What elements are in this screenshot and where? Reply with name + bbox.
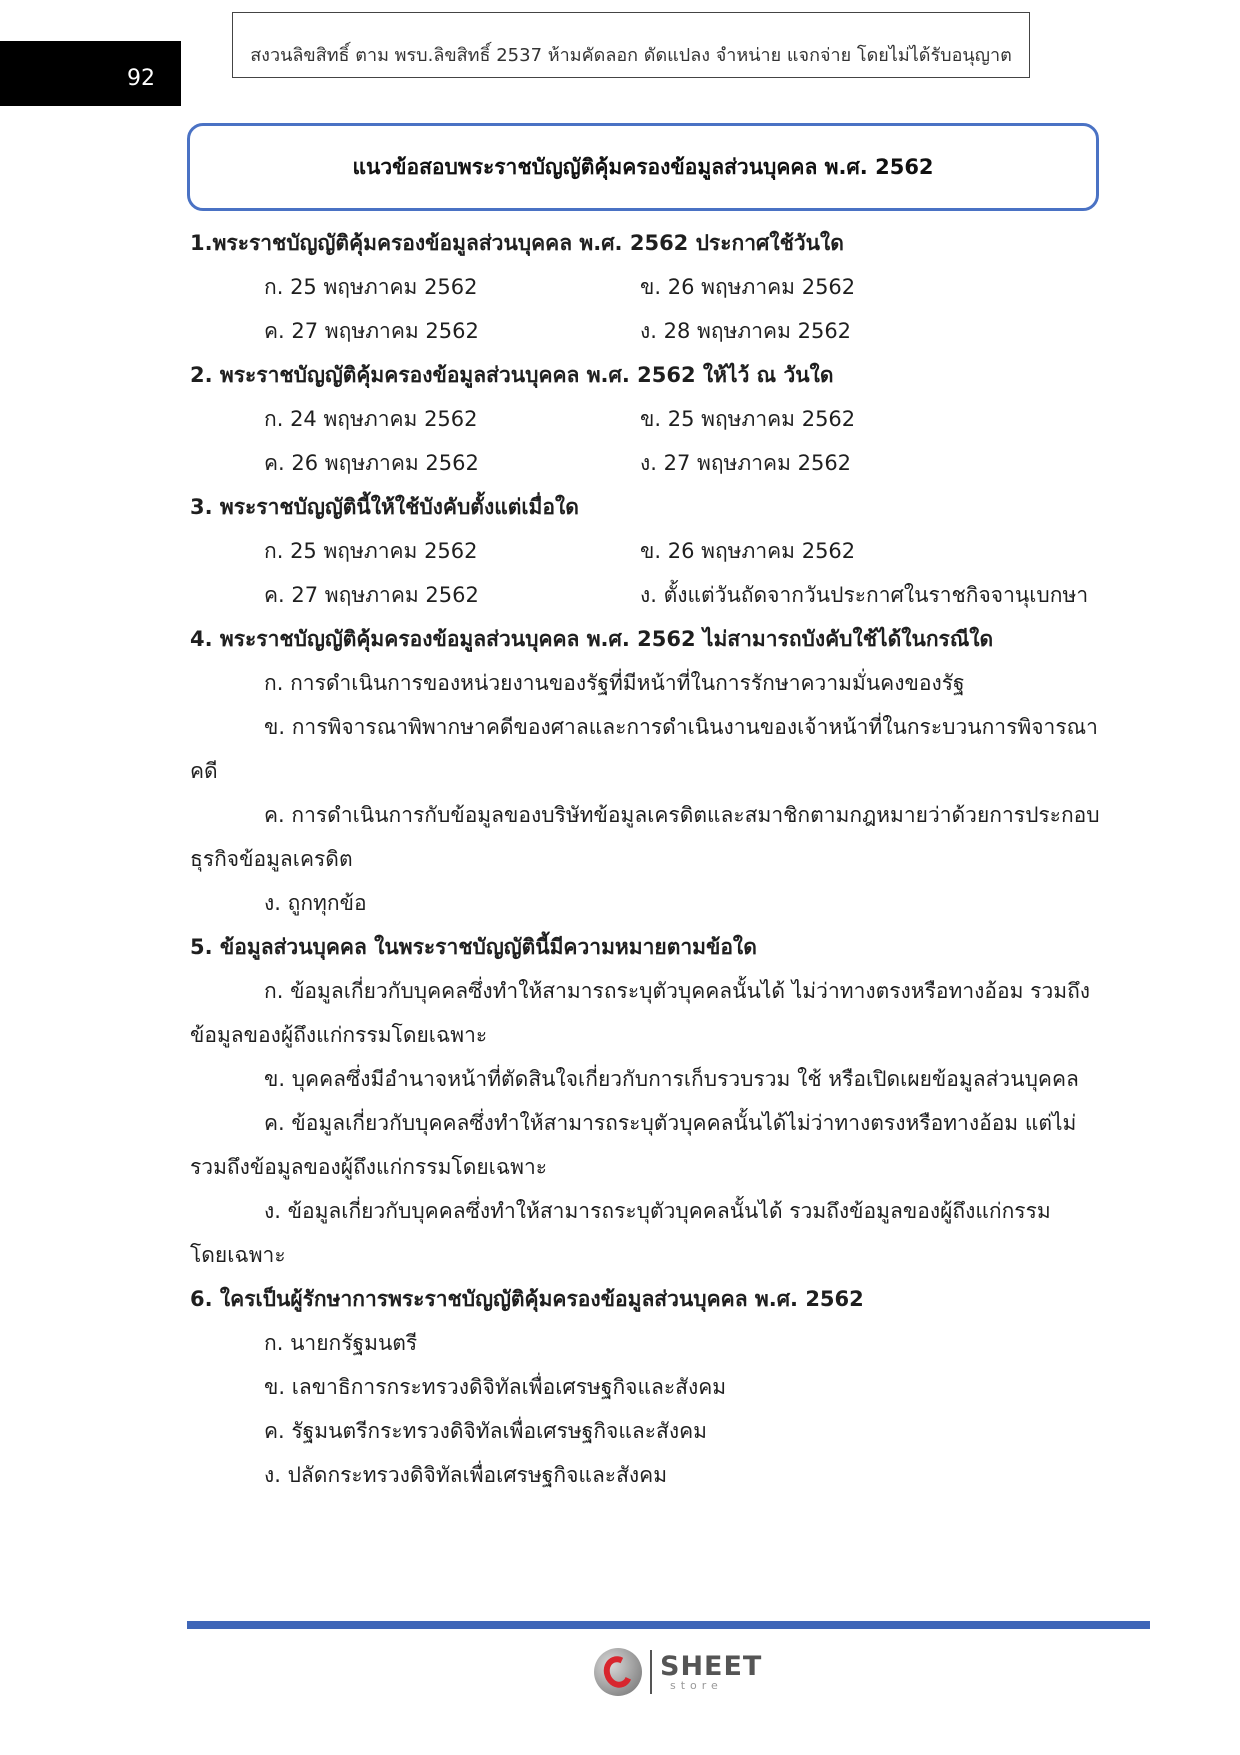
option-b: ข. เลขาธิการกระทรวงดิจิทัลเพื่อเศรษฐกิจและสังคม [264,1375,727,1399]
page-number-text: 92 [127,66,155,91]
option-row [190,573,1090,617]
option-row [190,265,1090,309]
option-row [190,529,1090,573]
option-c-continued: ธุรกิจข้อมูลเครดิต [190,847,353,871]
logo-text [660,1653,762,1691]
page-title-text: แนวข้อสอบพระราชบัญญัติคุ้มครองข้อมูลส่วนบุคคล พ.ศ. 2562 [352,154,934,179]
page-title [187,123,1099,211]
option-d: ง. ตั้งแต่วันถัดจากวันประกาศในราชกิจจานุเบกษา [640,583,1089,607]
option-c: ค. ข้อมูลเกี่ยวกับบุคคลซึ่งทำให้สามารถระบุตัวบุคคลนั้นได้ไม่ว่าทางตรงหรือทางอ้อม แต่ไม่ [264,1111,1077,1135]
question-3: 3. พระราชบัญญัตินี้ให้ใช้บังคับตั้งแต่เมื่อใด [190,495,579,519]
option-a: ก. การดำเนินการของหน่วยงานของรัฐที่มีหน้าที่ในการรักษาความมั่นคงของรัฐ [264,671,965,695]
option-d: ง. ปลัดกระทรวงดิจิทัลเพื่อเศรษฐกิจและสังคม [264,1463,668,1487]
option-b: ข. บุคคลซึ่งมีอำนาจหน้าที่ตัดสินใจเกี่ยวกับการเก็บรวบรวม ใช้ หรือเปิดเผยข้อมูลส่วนบุคคล [264,1067,1079,1091]
logo-divider [650,1650,652,1694]
option-a: ก. 24 พฤษภาคม 2562 [264,407,478,431]
sheet-store-s-logo-icon [594,1648,642,1696]
option-d: ง. ถูกทุกข้อ [264,891,367,915]
question-6: 6. ใครเป็นผู้รักษาการพระราชบัญญัติคุ้มครองข้อมูลส่วนบุคคล พ.ศ. 2562 [190,1287,864,1311]
option-a-continued: ข้อมูลของผู้ถึงแก่กรรมโดยเฉพาะ [190,1023,488,1047]
option-c: ค. 26 พฤษภาคม 2562 [264,451,479,475]
option-row [190,441,1090,485]
option-c-continued: รวมถึงข้อมูลของผู้ถึงแก่กรรมโดยเฉพาะ [190,1155,548,1179]
question-2: 2. พระราชบัญญัติคุ้มครองข้อมูลส่วนบุคคล พ.ศ. 2562 ให้ไว้ ณ วันใด [190,363,834,387]
option-a: ก. 25 พฤษภาคม 2562 [264,275,478,299]
page-number [0,41,181,106]
option-d: ง. 27 พฤษภาคม 2562 [640,451,852,475]
option-c: ค. 27 พฤษภาคม 2562 [264,319,479,343]
option-a: ก. ข้อมูลเกี่ยวกับบุคคลซึ่งทำให้สามารถระบุตัวบุคคลนั้นได้ ไม่ว่าทางตรงหรือทางอ้อม รวมถึง [264,979,1091,1003]
option-d: ง. 28 พฤษภาคม 2562 [640,319,852,343]
option-c: ค. การดำเนินการกับข้อมูลของบริษัทข้อมูลเครดิตและสมาชิกตามกฎหมายว่าด้วยการประกอบ [264,803,1100,827]
question-1: 1.พระราชบัญญัติคุ้มครองข้อมูลส่วนบุคคล พ.ศ. 2562 ประกาศใช้วันใด [190,231,844,255]
question-5: 5. ข้อมูลส่วนบุคคล ในพระราชบัญญัตินี้มีความหมายตามข้อใด [190,935,757,959]
option-b: ข. การพิจารณาพิพากษาคดีของศาลและการดำเนินงานของเจ้าหน้าที่ในกระบวนการพิจารณา [264,715,1098,739]
copyright-notice [232,12,1030,78]
option-b-continued: คดี [190,759,218,783]
option-b: ข. 26 พฤษภาคม 2562 [640,539,856,563]
question-list [190,221,1100,1497]
option-row [190,309,1090,353]
logo-main-text: SHEET [660,1651,763,1682]
option-c: ค. 27 พฤษภาคม 2562 [264,583,479,607]
option-a: ก. นายกรัฐมนตรี [264,1331,418,1355]
footer-rule [187,1621,1150,1629]
question-4: 4. พระราชบัญญัติคุ้มครองข้อมูลส่วนบุคคล พ.ศ. 2562 ไม่สามารถบังคับใช้ได้ในกรณีใด [190,627,994,651]
option-d-continued: โดยเฉพาะ [190,1243,286,1267]
option-c: ค. รัฐมนตรีกระทรวงดิจิทัลเพื่อเศรษฐกิจและสังคม [264,1419,707,1443]
option-a: ก. 25 พฤษภาคม 2562 [264,539,478,563]
option-row [190,397,1090,441]
option-d: ง. ข้อมูลเกี่ยวกับบุคคลซึ่งทำให้สามารถระบุตัวบุคคลนั้นได้ รวมถึงข้อมูลของผู้ถึงแก่กรรม [264,1199,1051,1223]
option-b: ข. 25 พฤษภาคม 2562 [640,407,856,431]
option-b: ข. 26 พฤษภาคม 2562 [640,275,856,299]
sheet-store-logo [594,1644,762,1700]
copyright-text: สงวนลิขสิทธิ์ ตาม พรบ.ลิขสิทธิ์ 2537 ห้ามคัดลอก ดัดแปลง จำหน่าย แจกจ่าย โดยไม่ได้รับอนุญาต [250,45,1012,66]
logo-sub-text: store [670,1679,723,1692]
